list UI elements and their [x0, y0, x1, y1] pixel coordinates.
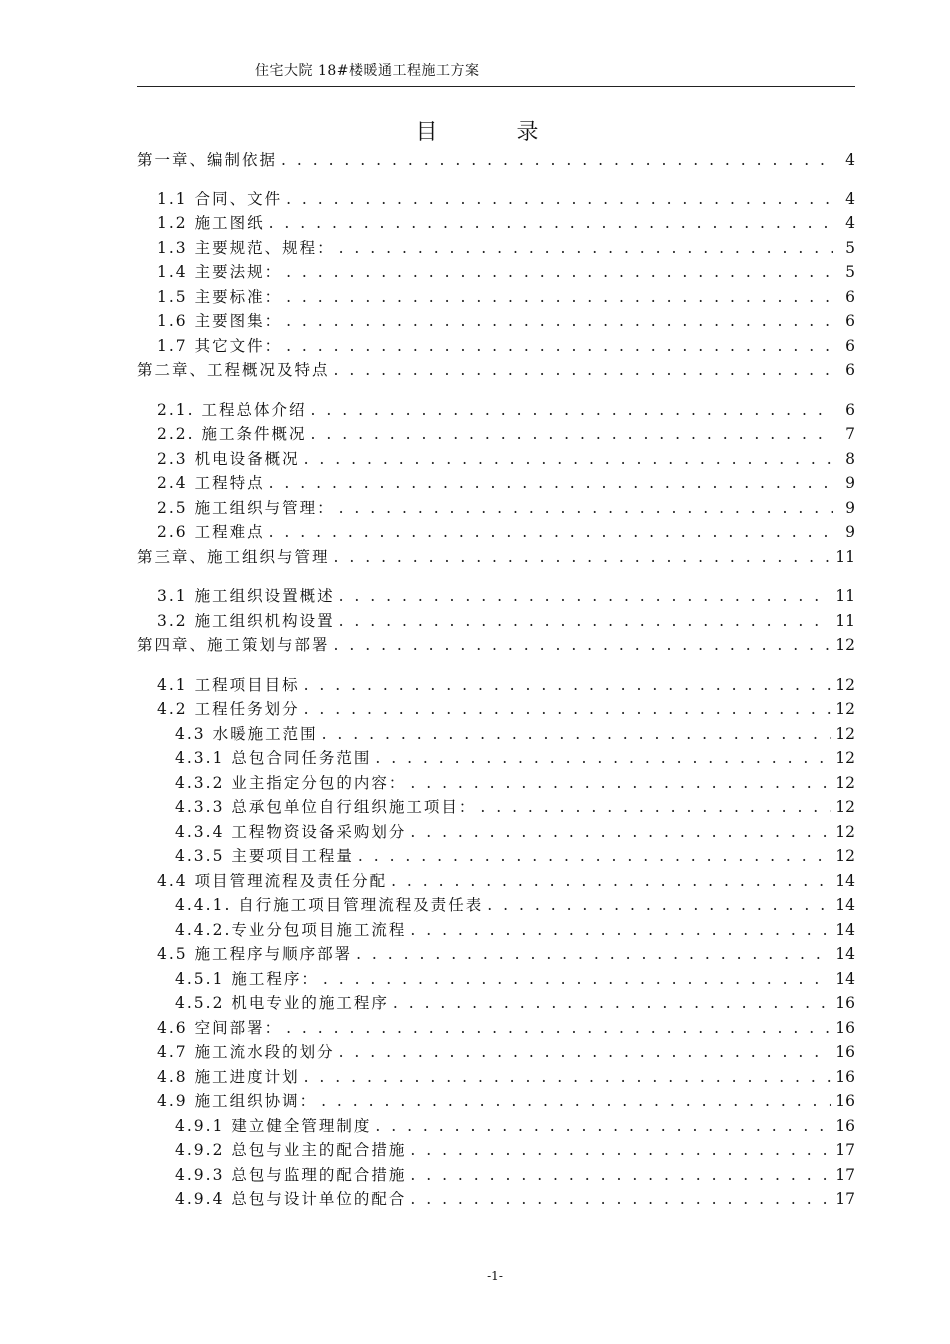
toc-entry-label: 1.2 施工图纸 [157, 214, 265, 232]
toc-entry-label: 2.4 工程特点 [157, 474, 265, 492]
toc-entry[interactable] [137, 795, 855, 819]
toc-title: 目 录 [415, 120, 575, 145]
toc-entry-page: 11 [835, 587, 855, 605]
toc-dot-leader [410, 774, 831, 792]
toc-entry[interactable] [137, 520, 855, 544]
toc-entry-label: 4.4.2.专业分包项目施工流程 [175, 921, 407, 939]
toc-entry-page: 5 [845, 239, 855, 257]
toc-entry[interactable] [137, 991, 855, 1015]
toc-dot-leader [487, 896, 831, 914]
toc-entry[interactable] [137, 187, 855, 211]
toc-entry-label: 4.6 空间部署： [157, 1019, 283, 1037]
toc-dot-leader [286, 288, 833, 306]
toc-dot-leader [339, 1043, 832, 1061]
toc-entry-label: 4.5.1 施工程序： [175, 970, 319, 988]
toc-dot-leader [321, 1092, 831, 1110]
toc-entry[interactable] [137, 942, 855, 966]
toc-entry[interactable] [137, 1138, 855, 1162]
toc-entry[interactable] [137, 673, 855, 697]
toc-dot-leader [375, 1117, 831, 1135]
toc-entry[interactable] [137, 1163, 855, 1187]
toc-entry-page: 12 [835, 676, 855, 694]
toc-dot-leader [286, 263, 833, 281]
toc-entry-page: 6 [845, 337, 855, 355]
toc-entry-page: 12 [835, 823, 855, 841]
toc-entry-label: 4.9.3 总包与监理的配合措施 [175, 1166, 407, 1184]
toc-entry-label: 4.9.4 总包与设计单位的配合 [175, 1190, 407, 1208]
toc-entry[interactable] [137, 1016, 855, 1040]
toc-entry-page: 16 [835, 994, 855, 1012]
toc-entry[interactable] [137, 398, 855, 422]
toc-entry[interactable] [137, 1089, 855, 1113]
toc-entry-label: 4.2 工程任务划分 [157, 700, 300, 718]
toc-entry-label: 2.5 施工组织与管理： [157, 499, 335, 517]
toc-dot-leader [311, 401, 833, 419]
toc-entry-page: 17 [835, 1141, 855, 1159]
toc-dot-leader [356, 945, 831, 963]
toc-entry-label: 4.3.3 总承包单位自行组织施工项目： [175, 798, 477, 816]
toc-entry[interactable] [137, 722, 855, 746]
toc-dot-leader [410, 1141, 831, 1159]
toc-entry[interactable] [137, 1065, 855, 1089]
toc-dot-leader [410, 921, 831, 939]
toc-dot-leader [480, 798, 831, 816]
toc-entry-page: 16 [835, 1092, 855, 1110]
toc-entry-page: 9 [845, 499, 855, 517]
toc-dot-leader [393, 994, 831, 1012]
toc-entry-page: 12 [835, 700, 855, 718]
toc-entry[interactable] [137, 584, 855, 608]
toc-entry[interactable] [137, 967, 855, 991]
toc-entry-page: 12 [835, 636, 855, 654]
toc-entry-page: 16 [835, 1117, 855, 1135]
toc-dot-leader [339, 499, 833, 517]
toc-entry[interactable] [137, 148, 855, 172]
toc-entry-page: 16 [835, 1019, 855, 1037]
toc-entry[interactable] [137, 844, 855, 868]
toc-entry-label: 2.1. 工程总体介绍 [157, 401, 307, 419]
toc-dot-leader [339, 239, 833, 257]
toc-entry[interactable] [137, 869, 855, 893]
header-divider [137, 86, 855, 87]
toc-entry-label: 4.4 项目管理流程及责任分配 [157, 872, 388, 890]
toc-dot-leader [339, 587, 832, 605]
toc-dot-leader [269, 474, 833, 492]
toc-entry-label: 4.8 施工进度计划 [157, 1068, 300, 1086]
toc-entry[interactable] [137, 893, 855, 917]
toc-dot-leader [286, 337, 833, 355]
toc-entry[interactable] [137, 1114, 855, 1138]
toc-dot-leader [304, 1068, 832, 1086]
toc-dot-leader [286, 312, 833, 330]
document-header-title: 住宅大院 18#楼暖通工程施工方案 [255, 63, 480, 79]
toc-dot-leader [304, 450, 833, 468]
toc-entry-label: 4.5 施工程序与顺序部署 [157, 945, 353, 963]
toc-entry-label: 1.1 合同、文件 [157, 190, 283, 208]
toc-dot-leader [334, 361, 833, 379]
toc-entry-page: 4 [845, 151, 855, 169]
toc-dot-leader [281, 151, 833, 169]
toc-entry-page: 6 [845, 401, 855, 419]
toc-entry-page: 11 [835, 548, 855, 566]
toc-entry-label: 4.3 水暖施工范围 [175, 725, 318, 743]
toc-entry-page: 9 [845, 523, 855, 541]
toc-entry-page: 16 [835, 1043, 855, 1061]
toc-entry-page: 4 [845, 190, 855, 208]
toc-entry-page: 4 [845, 214, 855, 232]
toc-entry-page: 14 [835, 970, 855, 988]
toc-entry-label: 4.5.2 机电专业的施工程序 [175, 994, 389, 1012]
toc-entry-label: 3.1 施工组织设置概述 [157, 587, 335, 605]
toc-dot-leader [286, 1019, 831, 1037]
toc-entry[interactable] [137, 422, 855, 446]
toc-entry-label: 1.4 主要法规： [157, 263, 283, 281]
toc-dot-leader [286, 190, 833, 208]
toc-entry-label: 4.4.1. 自行施工项目管理流程及责任表 [175, 896, 484, 914]
toc-entry-page: 12 [835, 725, 855, 743]
toc-dot-leader [391, 872, 831, 890]
toc-entry-page: 6 [845, 288, 855, 306]
toc-entry-page: 12 [835, 774, 855, 792]
toc-entry-label: 2.3 机电设备概况 [157, 450, 300, 468]
toc-dot-leader [375, 749, 831, 767]
toc-entry-label: 4.3.5 主要项目工程量 [175, 847, 354, 865]
toc-entry-page: 12 [835, 749, 855, 767]
toc-entry-page: 14 [835, 872, 855, 890]
toc-entry[interactable] [137, 211, 855, 235]
toc-entry-label: 3.2 施工组织机构设置 [157, 612, 335, 630]
toc-entry[interactable] [137, 471, 855, 495]
toc-entry[interactable] [137, 609, 855, 633]
toc-entry[interactable] [137, 820, 855, 844]
toc-dot-leader [334, 548, 832, 566]
toc-entry[interactable] [137, 358, 855, 382]
toc-entry-page: 7 [845, 425, 855, 443]
toc-entry[interactable] [137, 447, 855, 471]
toc-entry[interactable] [137, 334, 855, 358]
toc-dot-leader [334, 636, 832, 654]
toc-entry-page: 6 [845, 312, 855, 330]
toc-dot-leader [323, 970, 831, 988]
toc-entry-label: 4.1 工程项目目标 [157, 676, 300, 694]
toc-entry-page: 9 [845, 474, 855, 492]
toc-entry-page: 17 [835, 1166, 855, 1184]
toc-entry[interactable] [137, 771, 855, 795]
toc-entry[interactable] [137, 309, 855, 333]
toc-entry-label: 4.7 施工流水段的划分 [157, 1043, 335, 1061]
toc-entry-label: 第四章、施工策划与部署 [137, 636, 330, 654]
toc-entry-label: 2.6 工程难点 [157, 523, 265, 541]
toc-entry-label: 4.9 施工组织协调： [157, 1092, 318, 1110]
toc-dot-leader [304, 676, 832, 694]
toc-entry-page: 11 [835, 612, 855, 630]
toc-entry[interactable] [137, 918, 855, 942]
toc-entry-page: 6 [845, 361, 855, 379]
toc-entry-page: 14 [835, 945, 855, 963]
toc-dot-leader [269, 523, 833, 541]
toc-entry-label: 1.3 主要规范、规程： [157, 239, 335, 257]
toc-dot-leader [410, 1166, 831, 1184]
toc-entry-label: 1.6 主要图集： [157, 312, 283, 330]
toc-dot-leader [322, 725, 832, 743]
toc-entry-label: 1.5 主要标准： [157, 288, 283, 306]
toc-entry-page: 8 [845, 450, 855, 468]
toc-entry[interactable] [137, 746, 855, 770]
toc-dot-leader [311, 425, 833, 443]
toc-entry-label: 4.9.1 建立健全管理制度 [175, 1117, 372, 1135]
toc-entry-label: 4.3.4 工程物资设备采购划分 [175, 823, 407, 841]
toc-entry-page: 5 [845, 263, 855, 281]
toc-entry[interactable] [137, 633, 855, 657]
toc-entry-label: 第一章、编制依据 [137, 151, 278, 169]
toc-dot-leader [339, 612, 832, 630]
toc-dot-leader [269, 214, 833, 232]
toc-entry-label: 2.2. 施工条件概况 [157, 425, 307, 443]
toc-entry-label: 4.3.2 业主指定分包的内容： [175, 774, 407, 792]
toc-entry-label: 第二章、工程概况及特点 [137, 361, 330, 379]
toc-dot-leader [304, 700, 832, 718]
toc-entry[interactable] [137, 496, 855, 520]
toc-dot-leader [410, 823, 831, 841]
toc-entry[interactable] [137, 697, 855, 721]
toc-entry[interactable] [137, 236, 855, 260]
toc-entry[interactable] [137, 1187, 855, 1211]
toc-entry-page: 16 [835, 1068, 855, 1086]
toc-entry-label: 4.9.2 总包与业主的配合措施 [175, 1141, 407, 1159]
toc-entry[interactable] [137, 285, 855, 309]
page-number: -1- [487, 1269, 503, 1283]
toc-dot-leader [410, 1190, 831, 1208]
toc-entry[interactable] [137, 1040, 855, 1064]
toc-entry-label: 1.7 其它文件： [157, 337, 283, 355]
toc-entry-page: 14 [835, 921, 855, 939]
toc-entry-page: 14 [835, 896, 855, 914]
toc-dot-leader [358, 847, 831, 865]
toc-entry-page: 12 [835, 847, 855, 865]
toc-entry-page: 17 [835, 1190, 855, 1208]
toc-entry[interactable] [137, 260, 855, 284]
toc-entry-page: 12 [835, 798, 855, 816]
toc-entry[interactable] [137, 545, 855, 569]
toc-entry-label: 4.3.1 总包合同任务范围 [175, 749, 372, 767]
toc-entry-label: 第三章、施工组织与管理 [137, 548, 330, 566]
